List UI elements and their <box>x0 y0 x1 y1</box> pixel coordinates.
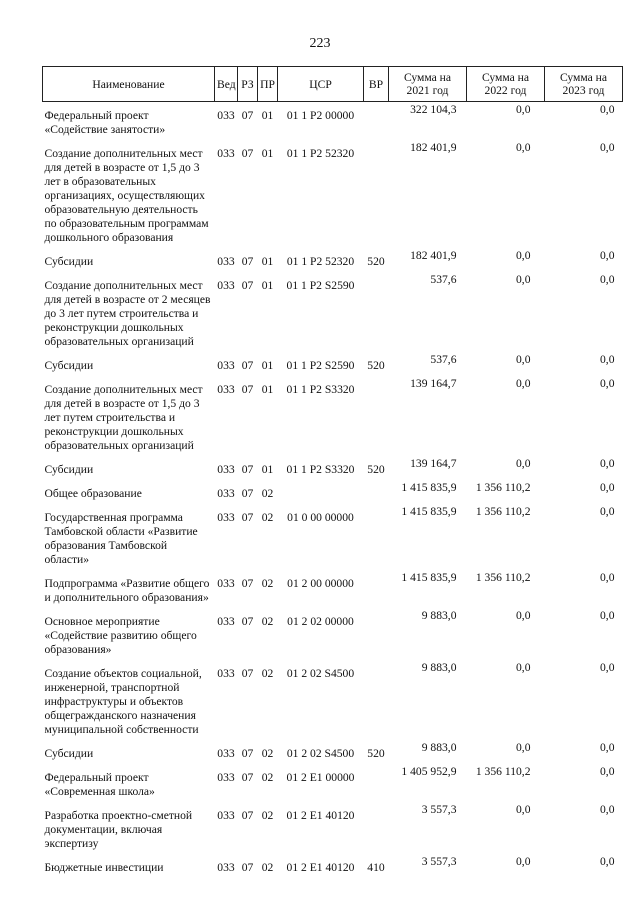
row-sum-2023: 0,0 <box>600 661 615 674</box>
row-name: Создание объектов социальной, инженерной, транспортной инфраструктуры и объектов общегражданского назначения муниципальной собственности <box>44 667 202 736</box>
row-vr: 520 <box>367 747 385 760</box>
row-name: Субсидии <box>44 747 94 760</box>
table-header <box>43 67 623 102</box>
row-csr: 01 1 P2 S2590 <box>286 279 355 292</box>
row-rz: 07 <box>241 809 254 822</box>
row-ved: 033 <box>217 511 235 524</box>
table-row <box>43 660 623 740</box>
row-name: Субсидии <box>44 463 94 476</box>
row-sum-2023: 0,0 <box>600 377 615 390</box>
row-name: Государственная программа Тамбовской области «Развитие образования Тамбовской области» <box>44 511 198 566</box>
row-sum-2021: 139 164,7 <box>410 377 457 390</box>
row-csr: 01 2 00 00000 <box>287 577 354 590</box>
row-name: Федеральный проект «Современная школа» <box>44 771 155 798</box>
row-pr: 02 <box>261 615 274 628</box>
row-rz: 07 <box>241 861 254 874</box>
row-rz: 07 <box>241 747 254 760</box>
row-rz: 07 <box>241 463 254 476</box>
row-pr: 02 <box>261 667 274 680</box>
row-sum-2021: 3 557,3 <box>421 855 457 868</box>
row-name: Общее образование <box>44 487 142 500</box>
table-row <box>43 764 623 802</box>
row-ved: 033 <box>217 861 235 874</box>
row-rz: 07 <box>241 511 254 524</box>
row-csr: 01 1 P2 52320 <box>286 255 355 268</box>
row-csr: 01 2 E1 00000 <box>286 771 355 784</box>
row-sum-2023: 0,0 <box>600 273 615 286</box>
table-row <box>43 456 623 480</box>
row-sum-2021: 182 401,9 <box>410 141 457 154</box>
row-csr: 01 1 P2 S2590 <box>286 359 355 372</box>
row-sum-2022: 0,0 <box>516 249 531 262</box>
row-sum-2023: 0,0 <box>600 505 615 518</box>
budget-table-container <box>42 66 622 878</box>
row-rz: 07 <box>241 487 254 500</box>
row-ved: 033 <box>217 577 235 590</box>
row-pr: 01 <box>261 463 274 476</box>
row-vr: 520 <box>367 255 385 268</box>
row-pr: 02 <box>261 747 274 760</box>
row-vr <box>364 102 389 141</box>
header-pr: ПР <box>258 67 278 102</box>
row-sum-2022: 0,0 <box>516 103 531 116</box>
header-name: Наименование <box>43 67 215 102</box>
row-pr: 01 <box>261 279 274 292</box>
budget-table <box>42 66 623 878</box>
row-sum-2023: 0,0 <box>600 481 615 494</box>
row-sum-2022: 0,0 <box>516 457 531 470</box>
row-rz: 07 <box>241 383 254 396</box>
row-sum-2023: 0,0 <box>600 855 615 868</box>
table-row <box>43 480 623 504</box>
row-vr <box>364 764 389 802</box>
row-pr: 01 <box>261 383 274 396</box>
row-ved: 033 <box>217 747 235 760</box>
table-row <box>43 376 623 456</box>
row-pr: 02 <box>261 511 274 524</box>
row-csr: 01 2 02 00000 <box>287 615 354 628</box>
row-ved: 033 <box>217 383 235 396</box>
row-sum-2022: 1 356 110,2 <box>475 765 531 778</box>
row-vr: 410 <box>367 861 385 874</box>
row-pr: 02 <box>261 577 274 590</box>
row-rz: 07 <box>241 359 254 372</box>
row-csr: 01 0 00 00000 <box>287 511 354 524</box>
header-sum-2021: Сумма на 2021 год <box>389 67 467 102</box>
row-ved: 033 <box>217 147 235 160</box>
row-vr <box>364 802 389 854</box>
row-sum-2021: 3 557,3 <box>421 803 457 816</box>
row-sum-2023: 0,0 <box>600 141 615 154</box>
row-name: Подпрограмма «Развитие общего и дополнительного образования» <box>44 577 210 604</box>
header-ved: Вед <box>215 67 238 102</box>
row-sum-2023: 0,0 <box>600 803 615 816</box>
table-row <box>43 854 623 878</box>
row-csr: 01 1 P2 52320 <box>286 147 355 160</box>
row-vr <box>364 608 389 660</box>
row-name: Основное мероприятие «Содействие развитию общего образования» <box>44 615 197 656</box>
row-sum-2022: 1 356 110,2 <box>475 571 531 584</box>
row-sum-2021: 537,6 <box>430 273 457 286</box>
table-row <box>43 504 623 570</box>
row-rz: 07 <box>241 255 254 268</box>
row-sum-2022: 0,0 <box>516 353 531 366</box>
row-vr <box>364 570 389 608</box>
row-ved: 033 <box>217 463 235 476</box>
row-sum-2022: 0,0 <box>516 661 531 674</box>
row-sum-2021: 182 401,9 <box>410 249 457 262</box>
header-rz: РЗ <box>238 67 258 102</box>
row-vr: 520 <box>367 359 385 372</box>
row-sum-2022: 1 356 110,2 <box>475 481 531 494</box>
table-row <box>43 140 623 248</box>
row-csr: 01 1 P2 00000 <box>286 109 355 122</box>
table-row <box>43 608 623 660</box>
row-sum-2021: 9 883,0 <box>421 609 457 622</box>
row-sum-2023: 0,0 <box>600 765 615 778</box>
row-sum-2022: 1 356 110,2 <box>475 505 531 518</box>
row-ved: 033 <box>217 255 235 268</box>
row-ved: 033 <box>217 615 235 628</box>
row-sum-2021: 322 104,3 <box>410 103 457 116</box>
row-sum-2023: 0,0 <box>600 103 615 116</box>
table-row <box>43 272 623 352</box>
row-csr: 01 1 P2 S3320 <box>286 383 355 396</box>
row-pr: 02 <box>261 771 274 784</box>
table-row <box>43 802 623 854</box>
row-ved: 033 <box>217 109 235 122</box>
row-ved: 033 <box>217 279 235 292</box>
header-sum-2022: Сумма на 2022 год <box>467 67 545 102</box>
row-pr: 01 <box>261 147 274 160</box>
row-sum-2023: 0,0 <box>600 457 615 470</box>
table-row <box>43 352 623 376</box>
header-sum-2023: Сумма на 2023 год <box>545 67 623 102</box>
row-ved: 033 <box>217 487 235 500</box>
row-rz: 07 <box>241 615 254 628</box>
row-name: Федеральный проект «Содействие занятости» <box>44 109 166 136</box>
row-csr: 01 2 E1 40120 <box>286 861 355 874</box>
row-name: Субсидии <box>44 359 94 372</box>
row-pr: 01 <box>261 109 274 122</box>
row-sum-2022: 0,0 <box>516 855 531 868</box>
header-csr: ЦСР <box>278 67 364 102</box>
row-csr: 01 2 E1 40120 <box>286 809 355 822</box>
row-vr: 520 <box>367 463 385 476</box>
row-sum-2023: 0,0 <box>600 353 615 366</box>
row-csr: 01 2 02 S4500 <box>286 667 355 680</box>
row-ved: 033 <box>217 809 235 822</box>
row-sum-2021: 1 415 835,9 <box>401 571 457 584</box>
header-row <box>43 67 623 102</box>
row-rz: 07 <box>241 279 254 292</box>
row-vr <box>364 480 389 504</box>
row-sum-2022: 0,0 <box>516 141 531 154</box>
row-rz: 07 <box>241 667 254 680</box>
row-sum-2021: 9 883,0 <box>421 741 457 754</box>
table-row <box>43 248 623 272</box>
row-sum-2022: 0,0 <box>516 803 531 816</box>
table-row <box>43 740 623 764</box>
row-vr <box>364 504 389 570</box>
row-name: Разработка проектно-сметной документации, включая экспертизу <box>44 809 193 850</box>
row-sum-2021: 1 415 835,9 <box>401 481 457 494</box>
row-rz: 07 <box>241 147 254 160</box>
row-sum-2021: 1 405 952,9 <box>401 765 457 778</box>
table-row <box>43 570 623 608</box>
row-csr: 01 2 02 S4500 <box>286 747 355 760</box>
row-sum-2023: 0,0 <box>600 741 615 754</box>
row-vr <box>364 272 389 352</box>
row-pr: 02 <box>261 809 274 822</box>
row-sum-2022: 0,0 <box>516 377 531 390</box>
row-pr: 02 <box>261 487 274 500</box>
row-vr <box>364 376 389 456</box>
row-sum-2022: 0,0 <box>516 609 531 622</box>
row-rz: 07 <box>241 577 254 590</box>
row-ved: 033 <box>217 359 235 372</box>
row-sum-2021: 537,6 <box>430 353 457 366</box>
row-csr <box>278 480 364 504</box>
row-sum-2023: 0,0 <box>600 609 615 622</box>
row-vr <box>364 140 389 248</box>
row-sum-2021: 9 883,0 <box>421 661 457 674</box>
row-pr: 02 <box>261 861 274 874</box>
row-ved: 033 <box>217 667 235 680</box>
row-name: Бюджетные инвестиции <box>44 861 164 874</box>
row-vr <box>364 660 389 740</box>
row-csr: 01 1 P2 S3320 <box>286 463 355 476</box>
page-number: 223 <box>309 36 331 51</box>
row-name: Создание дополнительных мест для детей в возрасте от 1,5 до 3 лет в образовательных организациях, осуществляющих образовательную деятельность по образовательным программам дошкольного образования <box>44 147 209 244</box>
row-sum-2022: 0,0 <box>516 741 531 754</box>
row-rz: 07 <box>241 109 254 122</box>
row-name: Создание дополнительных мест для детей в возрасте от 1,5 до 3 лет путем строительства и реконструкции дошкольных образовательных организаций <box>44 383 203 452</box>
row-pr: 01 <box>261 359 274 372</box>
table-body <box>43 102 623 879</box>
row-sum-2023: 0,0 <box>600 249 615 262</box>
row-sum-2023: 0,0 <box>600 571 615 584</box>
row-ved: 033 <box>217 771 235 784</box>
row-sum-2022: 0,0 <box>516 273 531 286</box>
row-rz: 07 <box>241 771 254 784</box>
row-name: Субсидии <box>44 255 94 268</box>
row-sum-2021: 139 164,7 <box>410 457 457 470</box>
row-sum-2021: 1 415 835,9 <box>401 505 457 518</box>
row-name: Создание дополнительных мест для детей в возрасте от 2 месяцев до 3 лет путем строительства и реконструкции дошкольных образовательных организаций <box>44 279 211 348</box>
header-vr: ВР <box>364 67 389 102</box>
table-row <box>43 102 623 141</box>
row-pr: 01 <box>261 255 274 268</box>
